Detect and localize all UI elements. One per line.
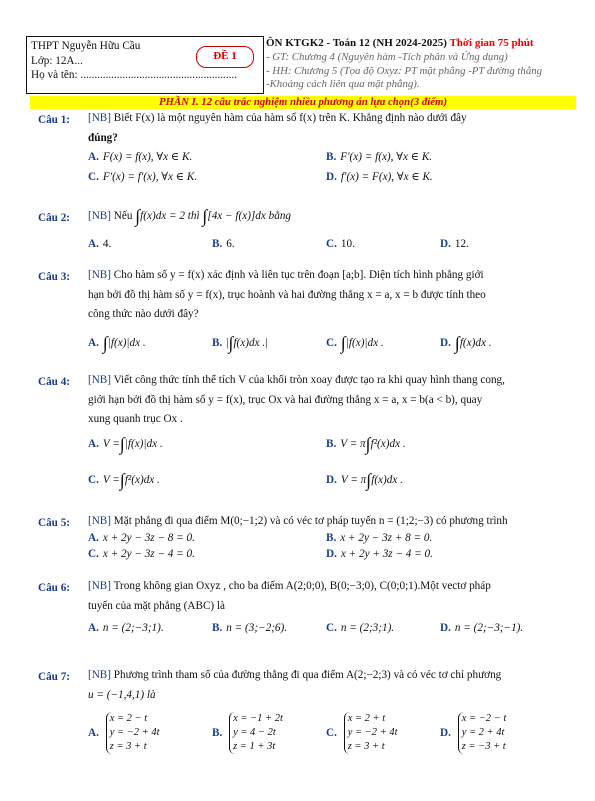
option-b[interactable]: B. F′(x) = f(x), ∀x ∈ K.	[326, 151, 433, 163]
question-number: Câu 6:	[38, 582, 71, 594]
option-d[interactable]: D. f′(x) = F(x), ∀x ∈ K.	[326, 171, 433, 183]
stem-line-2: tuyến của mặt phẳng (ABC) là	[88, 599, 226, 612]
option-a[interactable]: A. x = 2 − t y = −2 + 4t z = 3 + t	[88, 713, 160, 752]
option-a[interactable]: A. V =∫|f(x)|dx .	[88, 434, 163, 454]
question-number: Câu 7:	[38, 671, 71, 683]
option-b[interactable]: B. x + 2y − 3z + 8 = 0.	[326, 532, 433, 544]
question-number: Câu 2:	[38, 212, 71, 224]
question-text	[88, 266, 564, 325]
integral-sign: ∫	[202, 206, 208, 226]
option-c[interactable]: C. F′(x) = f′(x), ∀x ∈ K.	[88, 171, 198, 183]
parametric-system: x = 2 − t y = −2 + 4t z = 3 + t	[106, 712, 160, 754]
parametric-system: x = −1 + 2t y = 4 − 2t z = 1 + 3t	[229, 712, 283, 754]
parametric-system: x = 2 + t y = −2 + 4t z = 3 + t	[344, 712, 398, 754]
option-b[interactable]: B. |∫f(x)dx .|	[212, 333, 268, 353]
question-text	[88, 109, 564, 148]
level-tag: [NB]	[88, 210, 111, 222]
question-text	[88, 666, 564, 705]
option-a[interactable]: A. n = (2;−3;1).	[88, 622, 164, 634]
option-a[interactable]: A. 4.	[88, 238, 112, 250]
level-tag: [NB]	[88, 374, 111, 386]
level-tag: [NB]	[88, 669, 111, 681]
exam-time: Thời gian 75 phút	[449, 37, 534, 49]
question-number: Câu 1:	[38, 114, 71, 126]
option-c[interactable]: C. ∫|f(x)|dx .	[326, 333, 384, 353]
level-tag: [NB]	[88, 580, 111, 592]
question-number: Câu 3:	[38, 271, 71, 283]
option-d[interactable]: D. x = −2 − t y = 2 + 4t z = −3 + t	[440, 713, 507, 752]
question-text	[88, 371, 564, 430]
stem-line-1: Cho hàm số y = f(x) xác định và liên tục trên đoạn [a;b]. Diện tích hình phẳng giới	[113, 269, 484, 281]
exam-header	[266, 37, 576, 92]
option-c[interactable]: C. V =∫f²(x)dx .	[88, 470, 160, 490]
scope-line-1: - GT: Chương 4 (Nguyên hàm -Tích phân và Ứng dụng)	[266, 50, 508, 63]
stem-line-3: công thức nào dưới đây?	[88, 308, 199, 320]
stem-line-1: Phương trình tham số của đường thẳng đi qua điểm A(2;−2;3) và có véc tơ chỉ phương	[113, 669, 502, 681]
stem-line-1: Trong không gian Oxyz , cho ba điểm A(2;0;0), B(0;−3;0), C(0;0;1).Một vectơ pháp	[113, 580, 491, 592]
scope-line-2: - HH: Chương 5 (Tọa độ Oxyz: PT mặt phẳng -PT đường thẳng	[266, 64, 543, 77]
level-tag: [NB]	[88, 112, 111, 124]
school-name: THPT Nguyễn Hữu Cầu	[31, 40, 141, 52]
stem-line-2: hạn bởi đồ thị hàm số y = f(x), trục hoành và hai đường thẳng x = a, x = b được tính theo	[88, 288, 486, 301]
stem-line-1: Viết công thức tính thể tích V của khối tròn xoay được tạo ra khi quay hình thang cong,	[113, 374, 505, 386]
option-c[interactable]: C. x + 2y − 3z − 4 = 0.	[88, 548, 195, 560]
option-b[interactable]: B. 6.	[212, 238, 235, 250]
option-a[interactable]: A. x + 2y − 3z − 8 = 0.	[88, 532, 195, 544]
level-tag: [NB]	[88, 269, 111, 281]
question-number: Câu 5:	[38, 517, 71, 529]
option-a[interactable]: A. ∫|f(x)|dx .	[88, 333, 146, 353]
option-d[interactable]: D. 12.	[440, 238, 469, 250]
question-number: Câu 4:	[38, 376, 71, 388]
exam-code-badge: ĐỀ 1	[196, 46, 254, 68]
stem-pre: Nếu	[113, 210, 133, 222]
name-line: Họ và tên: ........................................................	[31, 69, 238, 81]
stem-line-1: Mặt phẳng đi qua điểm M(0;−1;2) và có véc tơ pháp tuyến n = (1;2;−3) có phương trình	[113, 515, 508, 527]
stem-post: [4x − f(x)]dx bằng	[207, 210, 292, 222]
question-text	[88, 512, 564, 532]
exam-title-main: ÔN KTGK2 - Toán 12 (NH 2024-2025)	[266, 37, 447, 49]
option-d[interactable]: D. ∫f(x)dx .	[440, 333, 492, 353]
option-b[interactable]: B. V = π∫f²(x)dx .	[326, 434, 406, 454]
option-d[interactable]: D. x + 2y + 3z − 4 = 0.	[326, 548, 433, 560]
class-line: Lớp: 12A...	[31, 54, 83, 67]
option-b[interactable]: B. x = −1 + 2t y = 4 − 2t z = 1 + 3t	[212, 713, 283, 752]
option-d[interactable]: D. V = π∫f(x)dx .	[326, 470, 403, 490]
question-text	[88, 577, 564, 616]
stem-line-3: xung quanh trục Ox .	[88, 413, 183, 425]
question-stem: Biết F(x) là một nguyên hàm của hàm số f(x) trên K. Khẳng định nào dưới đây	[113, 112, 467, 124]
option-c[interactable]: C. x = 2 + t y = −2 + 4t z = 3 + t	[326, 713, 398, 752]
option-c[interactable]: C. 10.	[326, 238, 355, 250]
question-stem-2: đúng?	[88, 131, 118, 144]
level-tag: [NB]	[88, 515, 111, 527]
option-c[interactable]: C. n = (2;3;1).	[326, 622, 395, 634]
option-d[interactable]: D. n = (2;−3;−1).	[440, 622, 524, 634]
stem-line-2: u = (−1,4,1) là	[88, 688, 156, 701]
stem-mid: f(x)dx = 2 thì	[140, 210, 200, 222]
scope-line-3: -Khoảng cách liên qua mặt phẳng).	[266, 78, 420, 91]
integral-sign: ∫	[135, 206, 141, 226]
section-banner: PHẦN I. 12 câu trắc nghiệm nhiều phương án lựa chọn(3 điểm)	[30, 96, 576, 109]
question-text	[88, 207, 564, 227]
option-a[interactable]: A. F(x) = f(x), ∀x ∈ K.	[88, 151, 193, 163]
parametric-system: x = −2 − t y = 2 + 4t z = −3 + t	[458, 712, 507, 754]
exam-title	[266, 37, 576, 51]
option-b[interactable]: B. n = (3;−2;6).	[212, 622, 288, 634]
stem-line-2: giới hạn bởi đồ thị hàm số y = f(x), trục Ox và hai đường thẳng x = a, x = b(a < b), quay	[88, 393, 483, 406]
